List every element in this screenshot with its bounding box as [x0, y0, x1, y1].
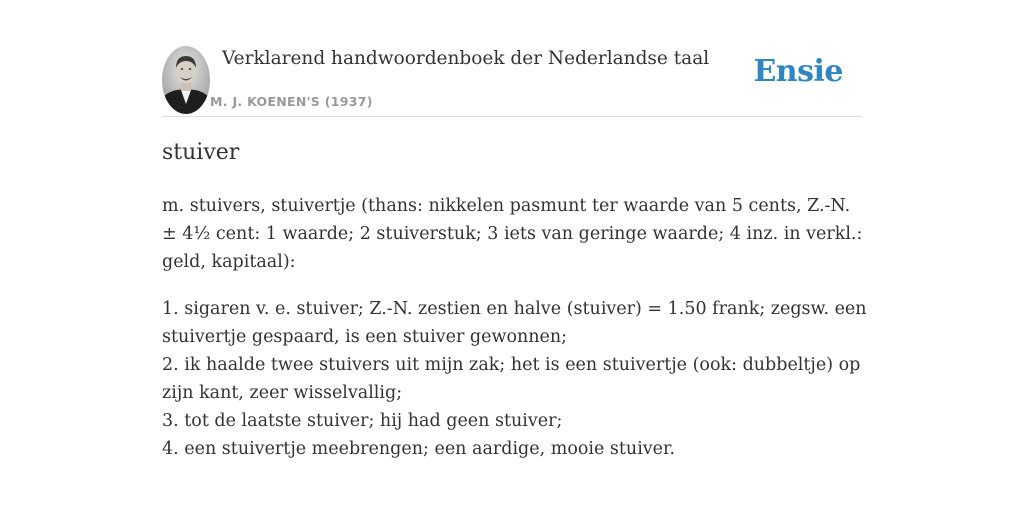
entry-examples	[162, 295, 867, 463]
example-item: 2. ik haalde twee stuivers uit mijn zak; het is een stuivertje (ook: dubbeltje) op zijn kant, zeer wisselvallig;	[162, 355, 861, 403]
example-item: 4. een stuivertje meebrengen; een aardige, mooie stuiver.	[162, 439, 676, 459]
example-item: 3. tot de laatste stuiver; hij had geen stuiver;	[162, 411, 563, 431]
site-header	[162, 46, 862, 117]
ensie-logo-link[interactable]: Ensie	[753, 54, 843, 89]
author-portrait-icon	[162, 46, 210, 114]
entry-headword: stuiver	[162, 140, 240, 165]
example-item: 1. sigaren v. e. stuiver; Z.-N. zestien en halve (stuiver) = 1.50 frank; zegsw. een stuivertje gespaard, is een stuiver gewonnen;	[162, 299, 867, 347]
entry-definition: m. stuivers, stuivertje (thans: nikkelen pasmunt ter waarde van 5 cents, Z.-N. ± 4½ cent: 1 waarde; 2 stuiverstuk; 3 iets van geringe waarde; 4 inz. in verkl.: geld, kapitaal):	[162, 196, 863, 272]
book-title: Verklarend handwoordenboek der Nederlandse taal	[222, 48, 710, 69]
book-subtitle: M. J. KOENEN'S (1937)	[210, 94, 373, 109]
